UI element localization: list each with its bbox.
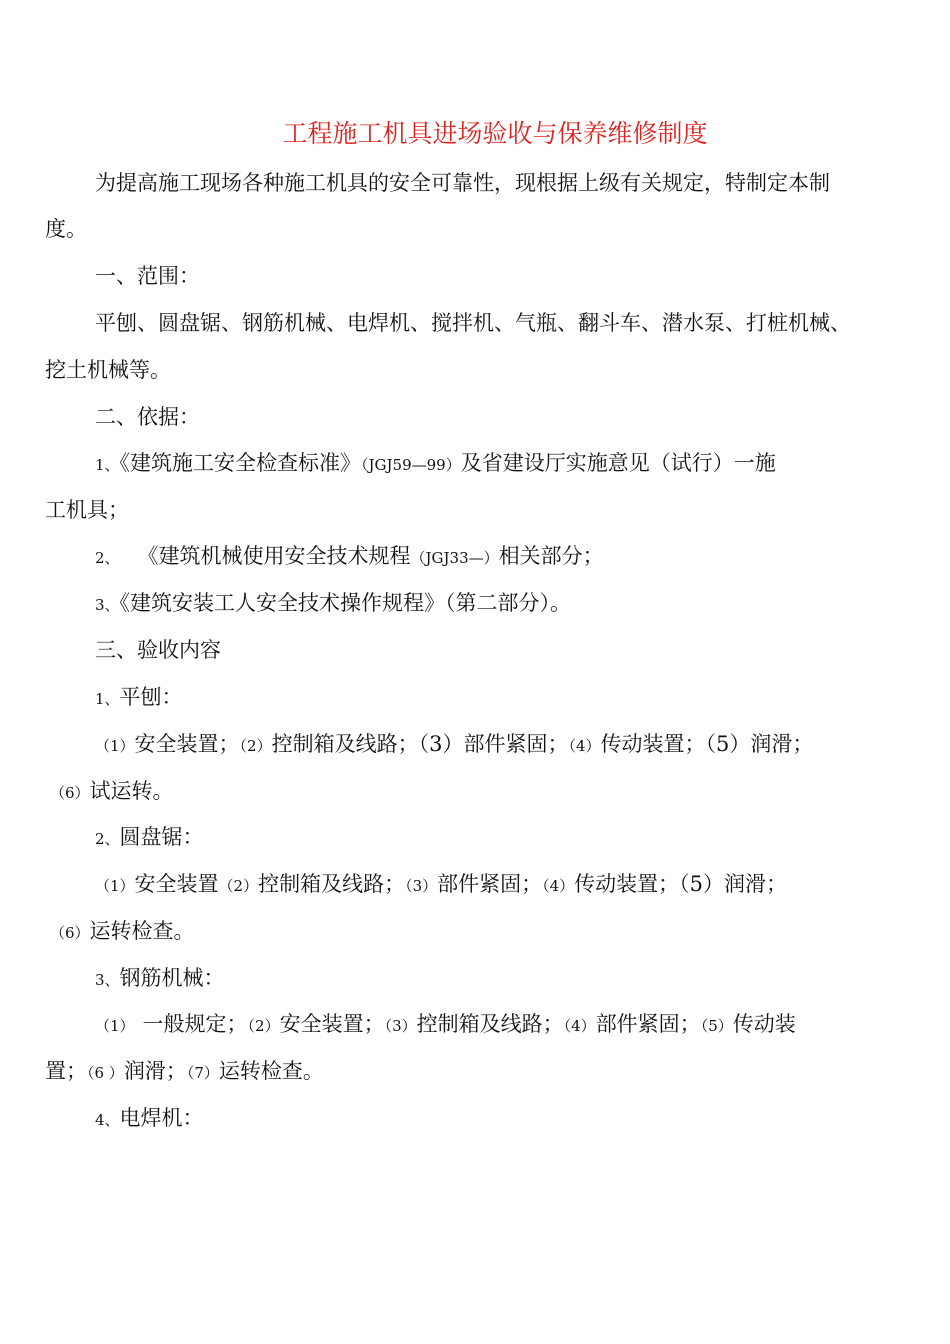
section-scope-heading: 一、范围：: [95, 264, 200, 288]
basis-item-3-text: 《建筑安装工人安全技术操作规程》（第二部分）。: [119, 591, 572, 615]
item-text: 控制箱及线路；: [416, 1012, 564, 1036]
item-text: 传动装置；（5）润滑；: [600, 732, 814, 756]
basis-item-2-code: （JGJ33—）: [410, 549, 499, 567]
item-text: 部件紧固；: [437, 872, 543, 896]
basis-item-2: [95, 541, 604, 573]
accept-item-4-num: 4、: [95, 1111, 120, 1129]
basis-item-2-text-a: 《建筑机械使用安全技术规程: [137, 544, 411, 568]
item-number: （3）: [384, 1017, 417, 1035]
section-accept-heading: 三、验收内容: [95, 638, 221, 662]
item-text: 试运转。: [89, 779, 174, 803]
accept-item-2-label: 圆盘锯：: [119, 825, 204, 849]
item-number: （2）: [247, 1017, 280, 1035]
item-text: 运转检查。: [218, 1059, 324, 1083]
item-number: （6）: [50, 784, 90, 802]
item-text: 传动装置；（5）润滑；: [574, 872, 788, 896]
item-text: 控制箱及线路；: [258, 872, 406, 896]
item-text: 控制箱及线路；（3）部件紧固；: [271, 732, 569, 756]
item-number: （6）: [50, 924, 90, 942]
scope-line-1: 平刨、圆盘锯、钢筋机械、电焊机、搅拌机、气瓶、翻斗车、潜水泵、打桩机械、: [95, 311, 851, 335]
basis-item-3-num: 3、: [95, 596, 120, 614]
accept-item-1-line-2: [50, 776, 174, 808]
basis-item-1-text-b: 及省建设厅实施意见（试行）一施: [460, 451, 776, 475]
item-number: （4）: [568, 737, 601, 755]
scope-line-2: 挖土机械等。: [45, 358, 171, 382]
item-number: （7）: [186, 1064, 219, 1082]
item-number: （3）: [405, 877, 438, 895]
accept-item-2-line-2: [50, 916, 195, 948]
accept-item-1-label: 平刨：: [119, 685, 183, 709]
basis-item-3: [95, 588, 571, 620]
item-number: （4）: [542, 877, 575, 895]
accept-item-3-label: 钢筋机械：: [119, 966, 225, 990]
basis-item-1-code: （JGJ59—99）: [361, 456, 461, 474]
accept-item-1-line-1: [95, 729, 813, 761]
item-number: （1）: [95, 877, 135, 895]
accept-item-4-label: 电焊机：: [119, 1106, 204, 1130]
document-title: 工程施工机具进场验收与保养维修制度: [282, 119, 708, 148]
accept-item-1-heading: [95, 682, 183, 714]
item-text: 传动装: [732, 1012, 796, 1036]
item-number: （1）: [95, 1017, 135, 1035]
item-text: 部件紧固；: [595, 1012, 701, 1036]
accept-item-4-heading: [95, 1103, 204, 1135]
basis-item-2-num: 2、: [95, 549, 120, 567]
item-text: 置；: [45, 1059, 87, 1083]
basis-item-1: [95, 448, 776, 480]
accept-item-1-num: 1、: [95, 690, 120, 708]
basis-item-1-line-2: 工机具；: [45, 498, 129, 522]
item-text: 润滑；: [123, 1059, 187, 1083]
item-text: 安全装置；: [279, 1012, 385, 1036]
item-number: （1）: [95, 737, 135, 755]
item-number: （6 ）: [87, 1064, 124, 1082]
intro-line-2: 度。: [45, 217, 87, 241]
intro-line-1: 为提高施工现场各种施工机具的安全可靠性，现根据上级有关规定，特制定本制: [95, 171, 830, 195]
accept-item-2-line-1: [95, 869, 787, 901]
section-basis-heading: 二、依据：: [95, 405, 200, 429]
item-text: 一般规定；: [142, 1012, 248, 1036]
basis-item-1-num: 1、: [95, 456, 120, 474]
basis-item-2-text-b: 相关部分；: [498, 544, 604, 568]
item-number: （2）: [239, 737, 272, 755]
item-number: （4）: [563, 1017, 596, 1035]
item-text: 运转检查。: [89, 919, 195, 943]
accept-item-3-heading: [95, 963, 225, 995]
accept-item-2-heading: [95, 822, 204, 854]
accept-item-3-line-2: [45, 1056, 324, 1088]
accept-item-3-num: 3、: [95, 971, 120, 989]
basis-item-1-text-a: 《建筑施工安全检查标准》: [119, 451, 362, 475]
accept-item-3-line-1: [95, 1009, 796, 1041]
accept-item-2-num: 2、: [95, 830, 120, 848]
item-number: （5）: [700, 1017, 733, 1035]
item-text: 安全装置: [134, 872, 219, 896]
item-number: （2）: [218, 877, 259, 895]
item-text: 安全装置；: [134, 732, 240, 756]
